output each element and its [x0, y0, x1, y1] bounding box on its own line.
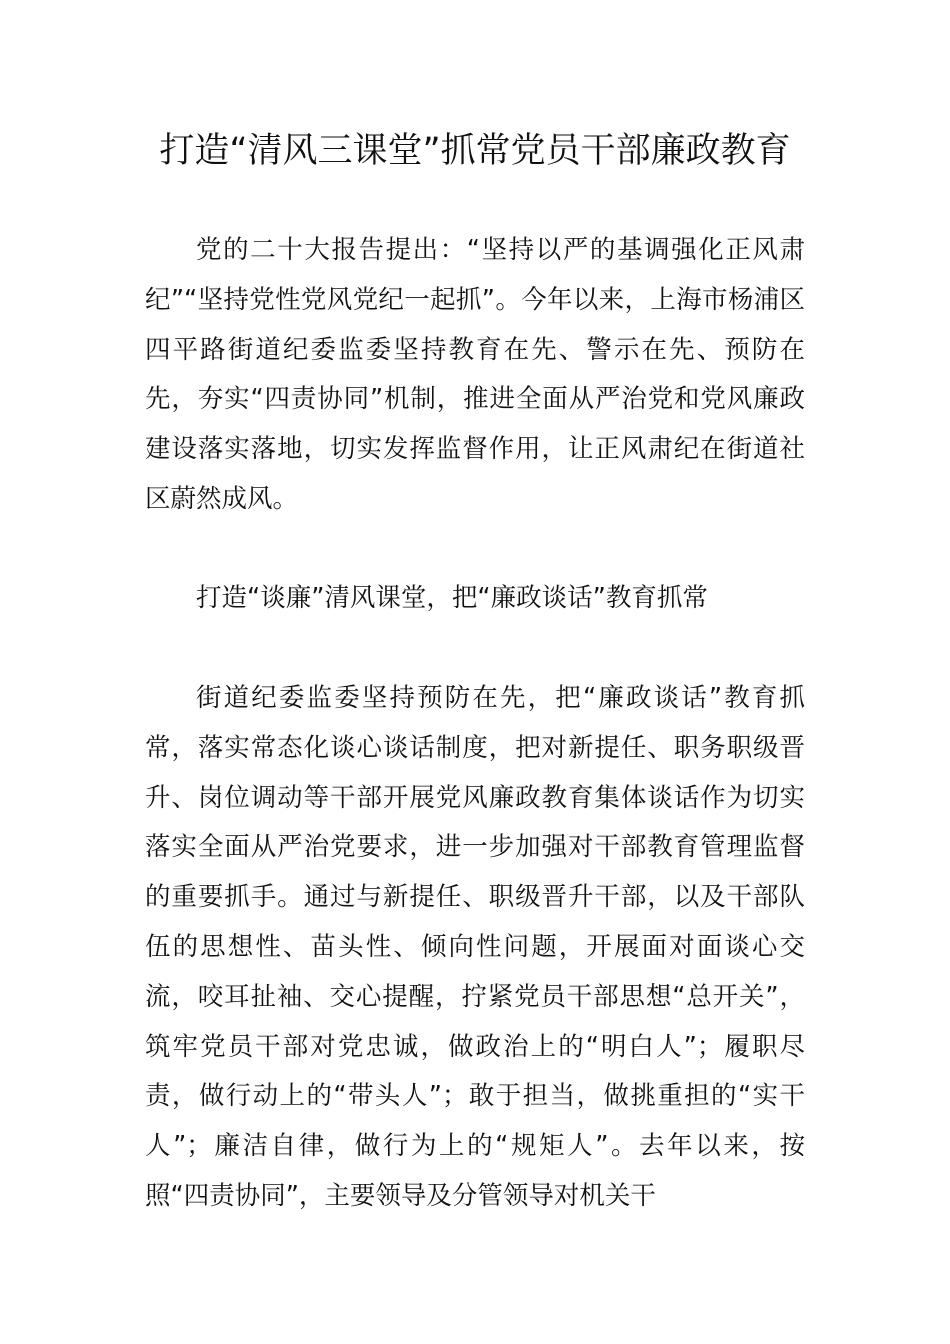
section-paragraph: 街道纪委监委坚持预防在先，把“廉政谈话”教育抓常，落实常态化谈心谈话制度，把对新提任、职务职级晋升、岗位调动等干部开展党风廉政教育集体谈话作为切实落实全面从严治党要求，进一步加强对干部教育管理监督的重要抓手。通过与新提任、职级晋升干部，以及干部队伍的思想性、苗头性、倾向性问题，开展面对面谈心交流，咬耳扯袖、交心提醒，拧紧党员干部思想“总开关”，筑牢党员干部对党忠诚，做政治上的“明白人”；履职尽责，做行动上的“带头人”；敢于担当，做挑重担的“实干人”；廉洁自律，做行为上的“规矩人”。去年以来，按照“四责协同”，主要领导及分管领导对机关干 — [145, 683, 805, 1211]
intro-paragraph: 党的二十大报告提出：“坚持以严的基调强化正风肃纪”“坚持党性党风党纪一起抓”。今年以来，上海市杨浦区四平路街道纪委监委坚持教育在先、警示在先、预防在先，夯实“四责协同”机制，推进全面从严治党和党风廉政建设落实落地，切实发挥监督作用，让正风肃纪在街道社区蔚然成风。 — [145, 235, 805, 514]
document-title: 打造“清风三课堂”抓常党员干部廉政教育 — [159, 131, 791, 171]
section-heading: 打造“谈廉”清风课堂，把“廉政谈话”教育抓常 — [196, 583, 708, 613]
